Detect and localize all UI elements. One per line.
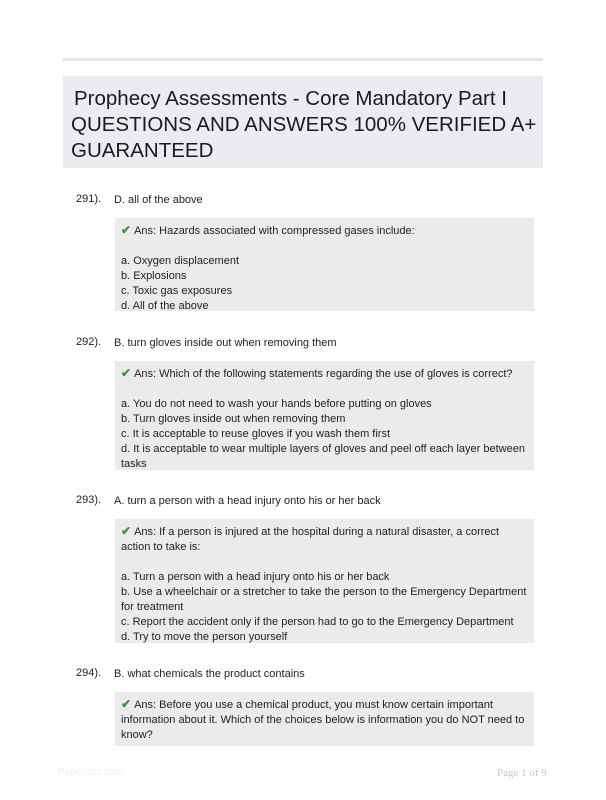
answer-box [115, 361, 534, 470]
question-number: 292). [76, 336, 102, 348]
option: b. Turn gloves inside out when removing them [121, 413, 346, 425]
option: d. All of the above [121, 300, 209, 312]
option: d. Try to move the person yourself [121, 631, 288, 643]
answer-box [115, 519, 534, 643]
option: b. Use a wheelchair or a stretcher to take the person to the Emergency Department for treatment [121, 586, 527, 613]
top-divider [63, 58, 543, 61]
title-line: Prophecy Assessments - Core Mandatory Part I [74, 87, 507, 110]
option: a. You do not need to wash your hands before putting on gloves [121, 398, 432, 410]
option: c. Toxic gas exposures [121, 285, 233, 297]
check-icon: ✔ [121, 366, 132, 380]
question-number: 294). [76, 667, 102, 679]
check-icon: ✔ [121, 697, 132, 711]
question-number: 293). [76, 494, 102, 506]
option: b. Explosions [121, 270, 187, 282]
footer-watermark: Papersitic.com [58, 767, 124, 778]
option: a. Turn a person with a head injury onto his or her back [121, 571, 390, 583]
title-line: QUESTIONS AND ANSWERS 100% VERIFIED A+ [71, 113, 537, 136]
option: c. Report the accident only if the person had to go to the Emergency Department [121, 616, 514, 628]
option: a. Oxygen displacement [121, 255, 240, 267]
answer-prompt: Ans: Before you use a chemical product, you must know certain important information about it. Which of the choices below is information you do NOT need to know? [121, 699, 525, 741]
question-answer: A. turn a person with a head injury onto his or her back [114, 495, 381, 507]
check-icon: ✔ [121, 223, 132, 237]
option: c. It is acceptable to reuse gloves if you wash them first [121, 428, 391, 440]
question-answer: B. what chemicals the product contains [114, 668, 305, 680]
option: d. It is acceptable to wear multiple layers of gloves and peel off each layer between tasks [121, 443, 525, 470]
answer-box [115, 692, 534, 746]
answer-prompt: Ans: If a person is injured at the hospital during a natural disaster, a correct action to take is: [121, 526, 500, 553]
title-line: GUARANTEED [71, 139, 214, 162]
page-number: Page 1 of 9 [497, 767, 547, 779]
question-answer: B. turn gloves inside out when removing them [114, 337, 337, 349]
document-title [63, 76, 543, 168]
check-icon: ✔ [121, 524, 132, 538]
answer-prompt: Ans: Hazards associated with compressed gases include: [134, 225, 415, 237]
question-number: 291). [76, 193, 102, 205]
answer-prompt: Ans: Which of the following statements regarding the use of gloves is correct? [134, 368, 513, 380]
answer-box [115, 218, 534, 311]
question-answer: D. all of the above [114, 194, 203, 206]
